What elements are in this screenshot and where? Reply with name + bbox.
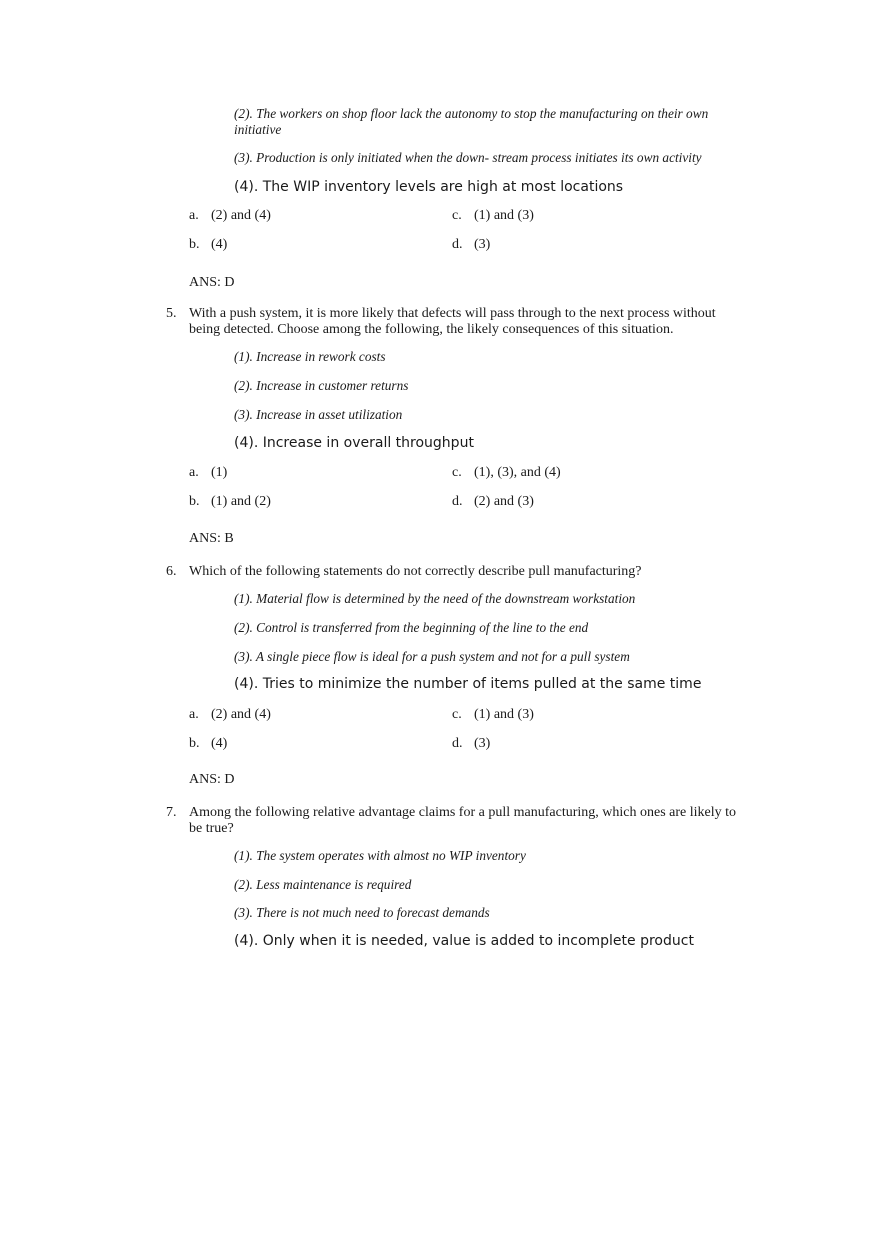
choice-text: (2) and (4) — [211, 208, 271, 223]
choice-letter: c. — [452, 208, 462, 223]
q6-choice-b — [189, 736, 227, 752]
choice-letter: d. — [452, 494, 463, 509]
q5-number: 5. — [166, 306, 177, 321]
choice-letter: a. — [189, 208, 199, 223]
choice-text: (1) and (3) — [474, 208, 534, 223]
q6-statement-3: (3). A single piece flow is ideal for a push system and not for a pull system — [234, 649, 630, 664]
q6-statement-1: (1). Material flow is determined by the need of the downstream workstation — [234, 591, 636, 606]
q5-statement-4: (4). Increase in overall throughput — [234, 435, 474, 451]
choice-letter: b. — [189, 237, 200, 252]
q6-choice-d — [452, 736, 490, 752]
q5-choice-b — [189, 494, 271, 510]
choice-letter: c. — [452, 707, 462, 722]
prev-choice-a — [189, 208, 271, 224]
q6-statement-2: (2). Control is transferred from the beginning of the line to the end — [234, 620, 589, 635]
q7-statement-4: (4). Only when it is needed, value is added to incomplete product — [234, 933, 694, 949]
q6-answer: ANS: D — [189, 772, 235, 787]
q5-choice-d — [452, 494, 534, 510]
choice-letter: a. — [189, 707, 199, 722]
choice-letter: b. — [189, 736, 200, 751]
choice-text: (3) — [474, 237, 491, 252]
q6-choice-c — [452, 707, 534, 723]
q6-stem: Which of the following statements do not correctly describe pull manufacturing? — [189, 564, 642, 579]
prev-statement-4: (4). The WIP inventory levels are high at most locations — [234, 179, 624, 195]
q6-choice-a — [189, 707, 271, 723]
q7-number: 7. — [166, 805, 177, 820]
q5-statement-2: (2). Increase in customer returns — [234, 378, 409, 393]
choice-text: (1) — [211, 465, 228, 480]
choice-text: (2) and (4) — [211, 707, 271, 722]
choice-letter: b. — [189, 494, 200, 509]
q5-choice-c — [452, 465, 561, 481]
q6-number: 6. — [166, 564, 177, 579]
q5-choice-a — [189, 465, 227, 481]
prev-choice-d — [452, 237, 490, 253]
choice-text: (4) — [211, 736, 228, 751]
q7-statement-2: (2). Less maintenance is required — [234, 877, 412, 892]
q7-statement-1: (1). The system operates with almost no WIP inventory — [234, 848, 526, 863]
choice-text: (1), (3), and (4) — [474, 465, 561, 480]
choice-text: (1) and (3) — [474, 707, 534, 722]
choice-letter: a. — [189, 465, 199, 480]
choice-text: (2) and (3) — [474, 494, 534, 509]
q5-statement-1: (1). Increase in rework costs — [234, 349, 386, 364]
q7-statement-3: (3). There is not much need to forecast demands — [234, 905, 490, 920]
prev-statement-2: (2). The workers on shop floor lack the autonomy to stop the manufacturing on their own initiative — [234, 106, 709, 137]
choice-letter: c. — [452, 465, 462, 480]
choice-letter: d. — [452, 237, 463, 252]
choice-text: (1) and (2) — [211, 494, 271, 509]
q7-stem: Among the following relative advantage claims for a pull manufacturing, which ones are likely to be true? — [189, 805, 736, 836]
q5-stem: With a push system, it is more likely that defects will pass through to the next process without being detected. Choose among the following, the likely consequences of this situation. — [189, 306, 716, 337]
q5-statement-3: (3). Increase in asset utilization — [234, 407, 403, 422]
choice-letter: d. — [452, 736, 463, 751]
q5-answer: ANS: B — [189, 531, 234, 546]
q6-statement-4: (4). Tries to minimize the number of items pulled at the same time — [234, 676, 702, 692]
prev-choice-b — [189, 237, 227, 253]
choice-text: (3) — [474, 736, 491, 751]
prev-answer: ANS: D — [189, 275, 235, 290]
prev-statement-3: (3). Production is only initiated when the down- stream process initiates its own activity — [234, 150, 702, 165]
choice-text: (4) — [211, 237, 228, 252]
prev-choice-c — [452, 208, 534, 224]
